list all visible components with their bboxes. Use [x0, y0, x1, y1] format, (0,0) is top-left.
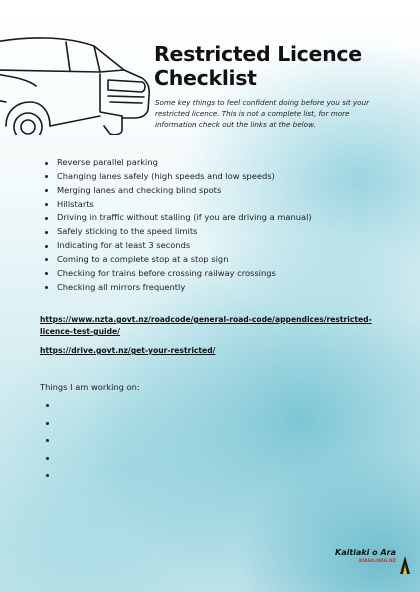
logo-title: Kaitiaki o Ara: [335, 548, 396, 557]
checklist-item: Changing lanes safely (high speeds and low speeds): [40, 170, 312, 184]
page-title: [154, 42, 362, 90]
kaitiaki-logo: [332, 548, 412, 582]
working-on-list: [40, 400, 240, 488]
page-title-line-2: Checklist: [154, 66, 257, 90]
working-on-item[interactable]: [40, 400, 240, 418]
checklist-item: Checking for trains before crossing railway crossings: [40, 267, 312, 281]
checklist-item: Indicating for at least 3 seconds: [40, 239, 312, 253]
checklist: [40, 156, 312, 294]
page-title-line-1: Restricted Licence: [154, 42, 362, 66]
checklist-item: Safely sticking to the speed limits: [40, 225, 312, 239]
checklist-item: Coming to a complete stop at a stop sign: [40, 253, 312, 267]
working-on-item[interactable]: [40, 470, 240, 488]
working-on-item[interactable]: [40, 453, 240, 471]
car-outline-icon: [0, 30, 156, 135]
checklist-item: Hillstarts: [40, 198, 312, 212]
checklist-item: Checking all mirrors frequently: [40, 281, 312, 295]
checklist-item: Merging lanes and checking blind spots: [40, 184, 312, 198]
logo-subtitle: KIASO.ORG.NZ: [358, 559, 396, 564]
working-on-item[interactable]: [40, 418, 240, 436]
nzta-restricted-guide-link[interactable]: https://www.nzta.govt.nz/roadcode/general-road-code/appendices/restricted-licence-test-guide/: [40, 315, 372, 336]
intro-text: Some key things to feel confident doing before you sit your restricted licence. This is not a complete list, for more information check out the links at the below.: [155, 98, 370, 129]
checklist-item: Reverse parallel parking: [40, 156, 312, 170]
drive-govt-restricted-link[interactable]: https://drive.govt.nz/get-your-restricted/: [40, 346, 216, 355]
kaitiaki-logo-icon: [398, 554, 412, 576]
working-on-item[interactable]: [40, 435, 240, 453]
checklist-item: Driving in traffic without stalling (if you are driving a manual): [40, 211, 312, 225]
working-on-heading: Things I am working on:: [40, 382, 140, 392]
